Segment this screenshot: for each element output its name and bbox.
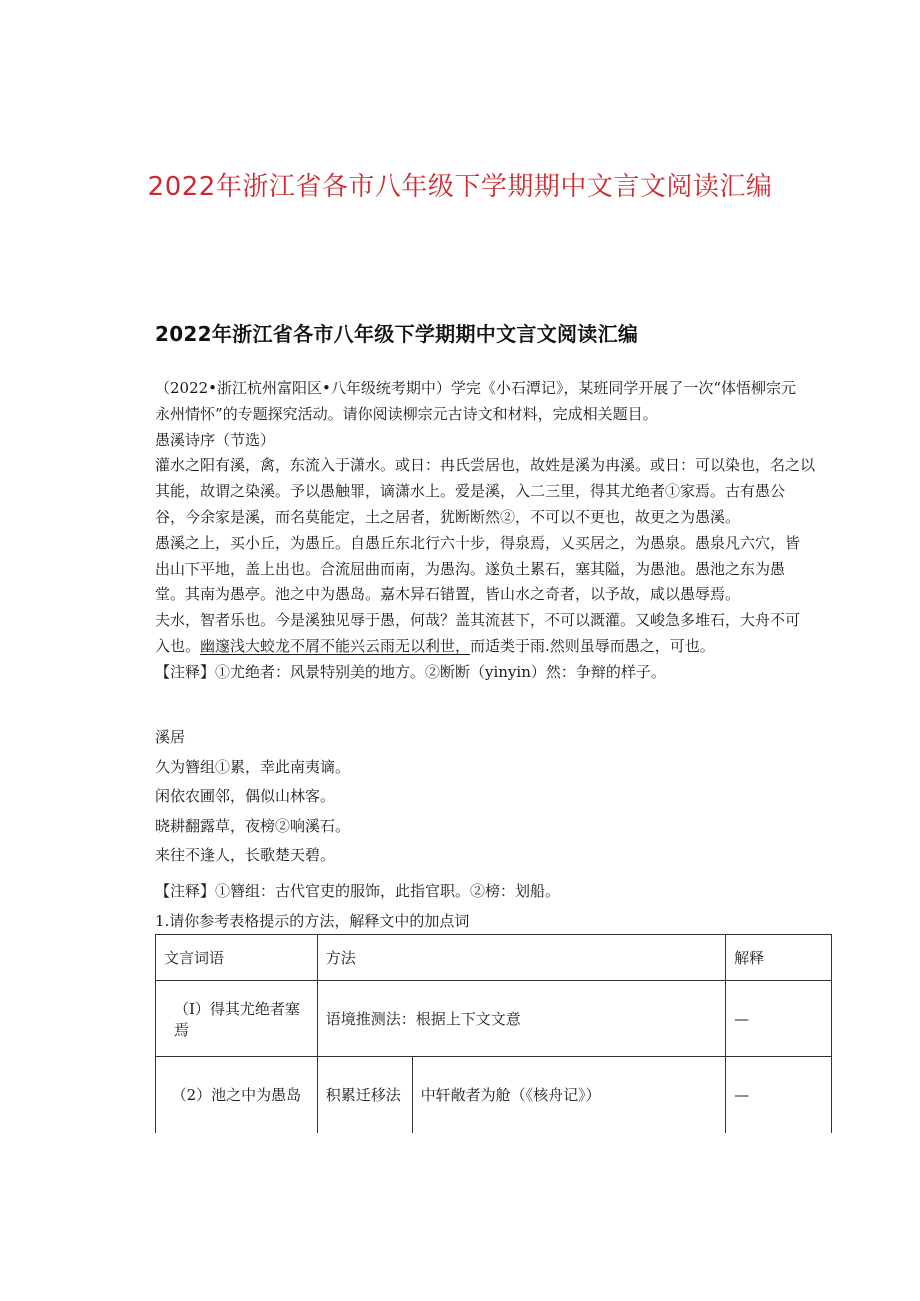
underlined-sentence: 幽邃浅大蛟龙不屑不能兴云雨无以利世， [200,636,471,655]
passage1-title: 愚溪诗序（节选） [155,430,276,449]
line-prefix: 入也。 [155,636,201,655]
table-header-cell: 文言词语 [156,935,318,981]
passage1-line: 谷，今余家是溪，而名莫能定，土之居者，犹断断然②，不可以不更也，故更之为愚溪。 [155,507,741,526]
poem-block [155,723,350,871]
table-row [156,1057,832,1133]
table-header-row [156,935,832,981]
poem-line: 久为簪组①累，幸此南夷谪。 [155,757,351,776]
passage1-line: 愚溪之上，买小丘，为愚丘。自愚丘东北行六十步，得泉焉，乂买居之，为愚泉。愚泉凡六穴，皆 [155,533,801,552]
line-suffix: 而适类于雨.然则虽辱而愚之，可也。 [470,636,715,655]
term-cell: （I）得其尤绝者塞焉 [156,981,318,1057]
intro-line: 永州情怀”的专题探究活动。请你阅读柳宗元古诗文和材料，完成相关题目。 [155,404,658,423]
passage1-line [155,634,835,660]
poem-line: 晓耕翻露草，夜榜②响溪石。 [155,816,351,835]
answer-cell[interactable]: — [726,981,832,1057]
example-cell: 中轩敞者为舱（《核舟记》） [412,1057,725,1133]
passage1-line: 灌水之阳有溪，禽，东流入于潇水。或日：冉氏尝居也，故姓是溪为冉溪。或日：可以染也，名之以 [155,456,816,475]
passage1-line: 出山下平地，盖上出也。合流屈曲而南，为愚沟。遂负土累石，塞其隘，为愚池。愚池之东为愚 [155,559,786,578]
poem-note: 【注释】①簪组：古代官吏的服饰，此指官职。②榜：划船。 [155,882,561,900]
passage1-line: 堂。其南为愚亭。池之中为愚岛。嘉木异石错置，皆山水之奇者，以予故，咸以愚辱焉。 [155,585,741,604]
passage1-line: 其能，故谓之染溪。予以愚触罪，谪潇水上。爱是溪，入二三里，得其尤绝者①家焉。古有愚公 [155,482,786,501]
poem-line: 来往不逢人，长歌楚天碧。 [155,846,336,864]
answer-cell[interactable]: — [726,1057,832,1133]
table-header-cell: 方法 [317,935,725,981]
method-cell: 积累迁移法 [317,1057,412,1133]
method-cell: 语境推测法：根据上下文文意 [317,981,725,1057]
passage-block [155,376,835,686]
answer-table [155,934,832,1133]
poem-line: 闲依农圃邻，偶似山林客。 [155,787,336,805]
document-main-title: 2022年浙江省各市八年级下学期期中文言文阅读汇编 [147,172,773,202]
passage1-line: 夫水，智者乐也。今是溪独见辱于愚，何哉？盖其流甚下，不可以溉灌。又峻急多堆石，大舟不可 [155,611,801,630]
table-header-cell: 解释 [726,935,832,981]
table-row [156,981,832,1057]
poem-title: 溪居 [155,728,186,746]
intro-line: （2022•浙江杭州富阳区•八年级统考期中）学完《小石潭记》，某班同学开展了一次“体悟柳宗元 [155,379,797,397]
question-prompt: 1.请你参考表格提示的方法，解释文中的加点词 [155,912,470,930]
section-title: 2022年浙江省各市八年级下学期期中文言文阅读汇编 [155,322,639,346]
term-cell: （2）池之中为愚岛 [156,1057,318,1133]
passage1-note: 【注释】①尤绝者：风景特别美的地方。②断断（yinyin）然：争辩的样子。 [155,662,666,681]
